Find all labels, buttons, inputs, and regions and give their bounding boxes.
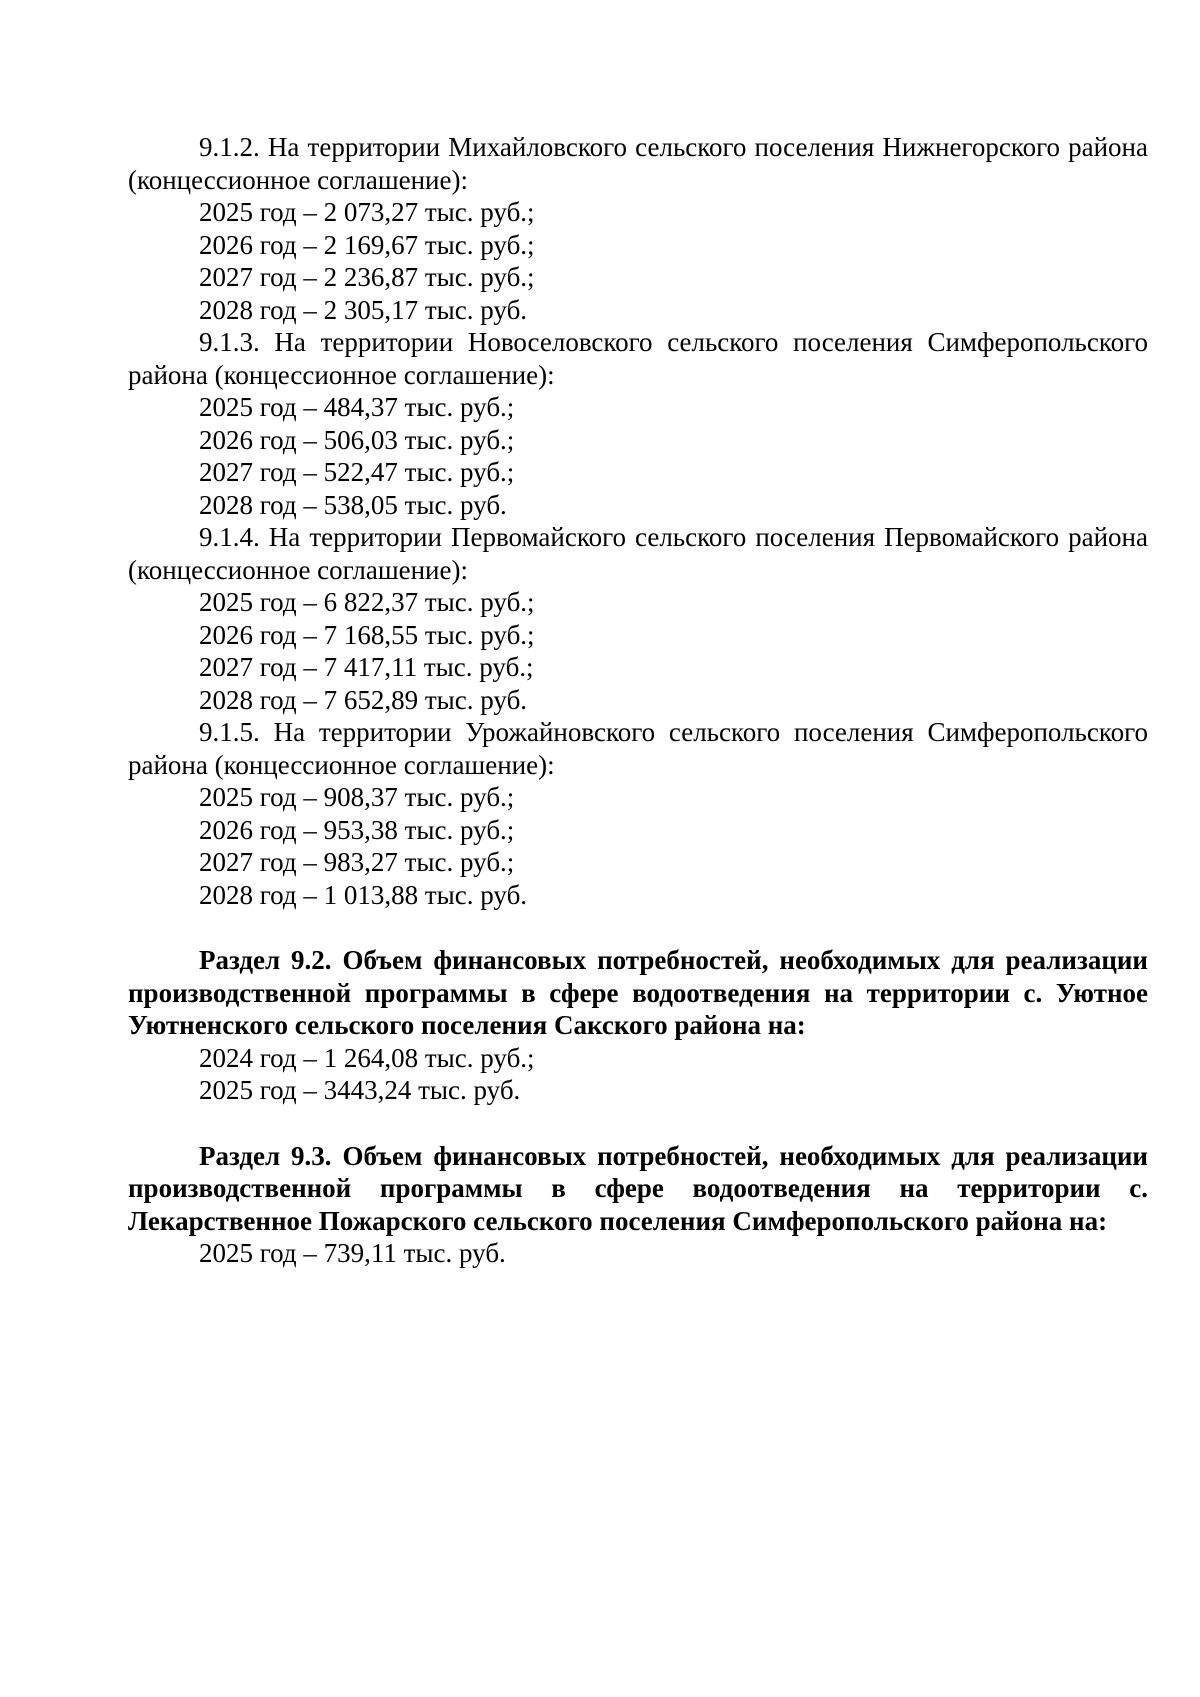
section-9-3-line-2025: 2025 год – 739,11 тыс. руб.	[199, 1238, 506, 1268]
section-spacer	[128, 911, 1148, 944]
item-9-1-3-heading: 9.1.3. На территории Новоселовского сельского поселения Симферопольского района (концессионное соглашение):	[128, 327, 1148, 390]
item-9-1-5-line-2027: 2027 год – 983,27 тыс. руб.;	[199, 847, 515, 877]
item-9-1-2-line-2028: 2028 год – 2 305,17 тыс. руб.	[199, 294, 528, 325]
item-9-1-4-heading: 9.1.4. На территории Первомайского сельского поселения Первомайского района (концессионное соглашение):	[128, 522, 1148, 585]
section-9-3-heading: Раздел 9.3. Объем финансовых потребностей, необходимых для реализации производственной программы в сфере водоотведения на территории с. Лекарственное Пожарского сельского поселения Симферопольского района на:	[128, 1140, 1148, 1236]
item-9-1-2-line-2027: 2027 год – 2 236,87 тыс. руб.;	[199, 262, 535, 292]
section-spacer	[128, 1107, 1148, 1140]
item-9-1-2-line-2026: 2026 год – 2 169,67 тыс. руб.;	[199, 229, 535, 260]
item-9-1-3-line-2027: 2027 год – 522,47 тыс. руб.;	[199, 457, 515, 487]
item-9-1-4-line-2028: 2028 год – 7 652,89 тыс. руб.	[199, 684, 528, 715]
section-9-2-heading: Раздел 9.2. Объем финансовых потребностей, необходимых для реализации производственной программы в сфере водоотведения на территории с. Уютное Уютненского сельского поселения Сакского района на:	[128, 945, 1148, 1040]
item-9-1-2-heading: 9.1.2. На территории Михайловского сельского поселения Нижнегорского района (концессионное соглашение):	[128, 132, 1148, 195]
item-9-1-3-line-2028: 2028 год – 538,05 тыс. руб.	[199, 489, 507, 520]
item-9-1-2-line-2025: 2025 год – 2 073,27 тыс. руб.;	[199, 197, 535, 227]
section-9-2-line-2024: 2024 год – 1 264,08 тыс. руб.;	[199, 1042, 535, 1073]
item-9-1-4-line-2027: 2027 год – 7 417,11 тыс. руб.;	[199, 652, 534, 682]
section-9-2-line-2025: 2025 год – 3443,24 тыс. руб.	[199, 1075, 521, 1105]
item-9-1-3-line-2025: 2025 год – 484,37 тыс. руб.;	[199, 392, 515, 422]
item-9-1-4-line-2025: 2025 год – 6 822,37 тыс. руб.;	[199, 587, 535, 617]
item-9-1-5-line-2025: 2025 год – 908,37 тыс. руб.;	[199, 782, 515, 812]
item-9-1-5-line-2026: 2026 год – 953,38 тыс. руб.;	[199, 814, 515, 845]
item-9-1-5-heading: 9.1.5. На территории Урожайновского сельского поселения Симферопольского района (концессионное соглашение):	[128, 717, 1148, 780]
document-page	[128, 131, 1148, 1270]
item-9-1-5-line-2028: 2028 год – 1 013,88 тыс. руб.	[199, 879, 528, 910]
item-9-1-3-line-2026: 2026 год – 506,03 тыс. руб.;	[199, 424, 515, 455]
item-9-1-4-line-2026: 2026 год – 7 168,55 тыс. руб.;	[199, 619, 535, 650]
